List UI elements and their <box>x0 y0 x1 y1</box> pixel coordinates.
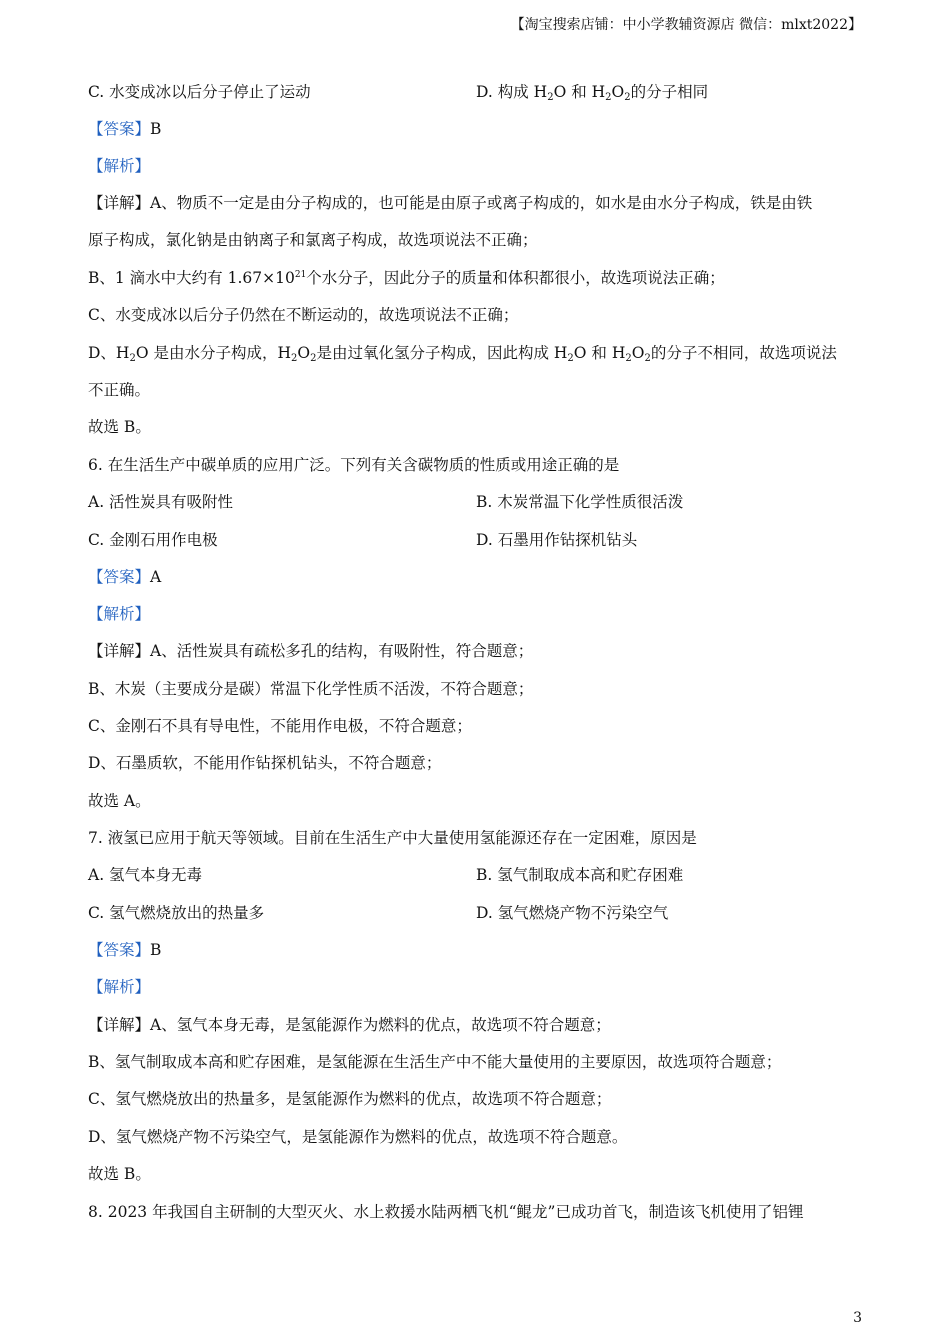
q6-detail-d: D、石墨质软，不能用作钻探机钻头，不符合题意； <box>88 754 442 772</box>
page-header: 【淘宝搜索店铺：中小学教辅资源店 微信：mlxt2022】 <box>510 17 862 33</box>
q5-option-d: D. 构成 $H_2O$ 和 $H_2O_2$的分子相同 <box>476 83 709 103</box>
q5-detail-c: C、水变成冰以后分子仍然在不断运动的，故选项说法不正确； <box>88 306 519 324</box>
q5-detail-a2: 原子构成，氯化钠是由钠离子和氯离子构成，故选项说法不正确； <box>88 231 538 249</box>
q7-analysis-label: 【解析】 <box>88 978 151 996</box>
q5-option-c: C. 水变成冰以后分子停止了运动 <box>88 83 311 101</box>
q7-option-b: B. 氢气制取成本高和贮存困难 <box>476 866 684 884</box>
q5-detail-d: D、$H_2O$ 是由水分子构成，$H_2O_2$是由过氧化氢分子构成，因此构成 $H_2O$ 和 $H_2O_2$的分子不相同，故选项说法 <box>88 344 837 364</box>
q7-detail-b: B、氢气制取成本高和贮存困难，是氢能源在生活生产中不能大量使用的主要原因，故选项符合题意； <box>88 1053 782 1071</box>
q6-conclusion: 故选 A。 <box>88 792 151 810</box>
q5-detail-d2: 不正确。 <box>88 381 151 399</box>
q5-analysis-label: 【解析】 <box>88 157 151 175</box>
q5-conclusion: 故选 B。 <box>88 418 151 436</box>
q6-option-a: A. 活性炭具有吸附性 <box>88 493 234 511</box>
q7-option-a: A. 氢气本身无毒 <box>88 866 203 884</box>
q6-detail-c: C、金刚石不具有导电性，不能用作电极，不符合题意； <box>88 717 472 735</box>
q7-detail-a: 【详解】A、氢气本身无毒，是氢能源作为燃料的优点，故选项不符合题意； <box>88 1016 611 1034</box>
q7-detail-d: D、氢气燃烧产物不污染空气，是氢能源作为燃料的优点，故选项不符合题意。 <box>88 1128 628 1146</box>
page-number: 3 <box>853 1310 862 1326</box>
q6-detail-b: B、木炭（主要成分是碳）常温下化学性质不活泼，不符合题意； <box>88 680 534 698</box>
q6-option-d: D. 石墨用作钻探机钻头 <box>476 531 638 549</box>
q5-detail-a1: 【详解】A、物质不一定是由分子构成的，也可能是由原子或离子构成的，如水是由水分子构成，铁是由铁 <box>88 194 813 212</box>
q6-stem: 6. 在生活生产中碳单质的应用广泛。下列有关含碳物质的性质或用途正确的是 <box>88 456 620 474</box>
q6-answer: 【答案】A <box>88 568 162 586</box>
q6-analysis-label: 【解析】 <box>88 605 151 623</box>
q7-option-c: C. 氢气燃烧放出的热量多 <box>88 904 265 922</box>
q7-stem: 7. 液氢已应用于航天等领域。目前在生活生产中大量使用氢能源还存在一定困难，原因是 <box>88 829 697 847</box>
q7-option-d: D. 氢气燃烧产物不污染空气 <box>476 904 669 922</box>
q5-answer: 【答案】B <box>88 120 162 138</box>
q5-detail-b: B、1 滴水中大约有 $1.67\times 10^{21}$个水分子，因此分子的质量和体积都很小，故选项说法正确； <box>88 269 725 287</box>
q8-stem: 8. 2023 年我国自主研制的大型灭火、水上救援水陆两栖飞机“鲲龙”已成功首飞，制造该飞机使用了铝锂 <box>88 1203 804 1221</box>
q7-conclusion: 故选 B。 <box>88 1165 151 1183</box>
q7-detail-c: C、氢气燃烧放出的热量多，是氢能源作为燃料的优点，故选项不符合题意； <box>88 1090 612 1108</box>
q6-option-c: C. 金刚石用作电极 <box>88 531 218 549</box>
q7-answer: 【答案】B <box>88 941 162 959</box>
q6-option-b: B. 木炭常温下化学性质很活泼 <box>476 493 684 511</box>
q6-detail-a: 【详解】A、活性炭具有疏松多孔的结构，有吸附性，符合题意； <box>88 642 534 660</box>
